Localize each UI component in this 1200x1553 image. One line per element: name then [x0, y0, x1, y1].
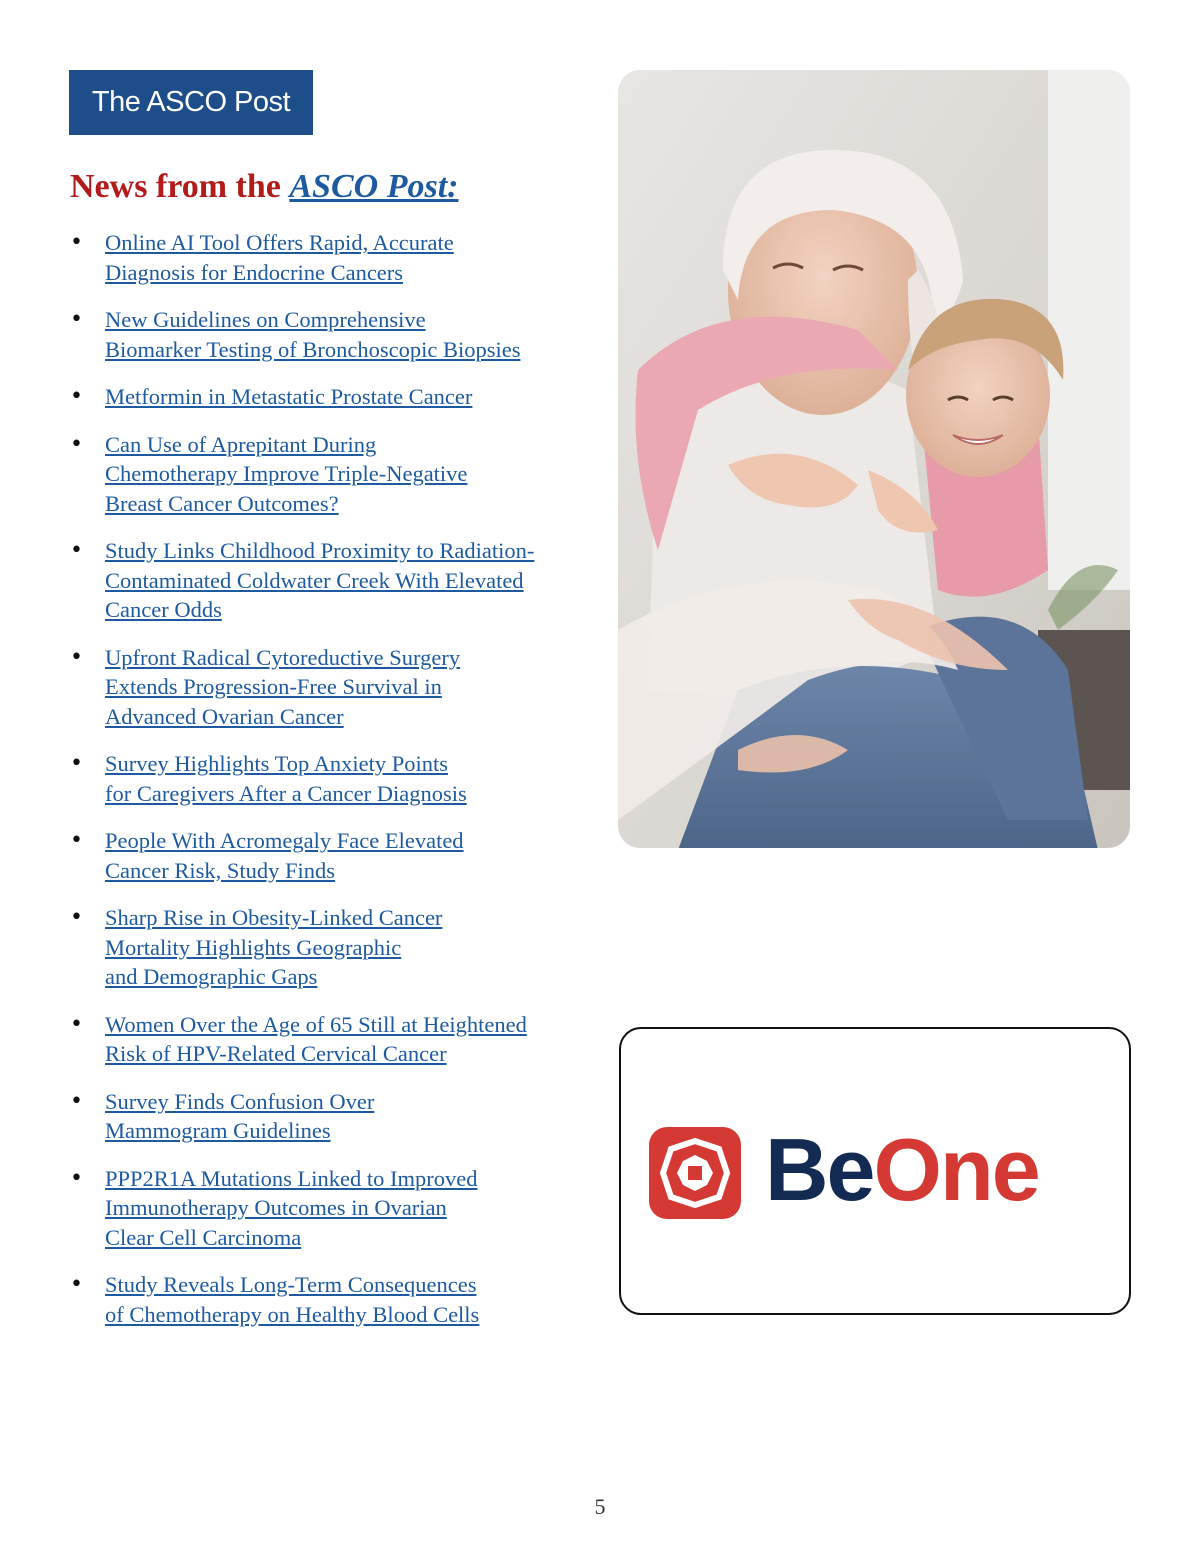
news-link[interactable] [105, 228, 590, 287]
news-link-line: Sharp Rise in Obesity-Linked Cancer [105, 905, 443, 930]
news-item [70, 643, 590, 732]
news-link-line: Chemotherapy Improve Triple-Negative [105, 461, 468, 486]
news-link-line: Contaminated Coldwater Creek With Elevated [105, 567, 524, 593]
beone-wordmark [765, 1115, 1039, 1225]
news-link-line: Risk of HPV-Related Cervical Cancer [105, 1041, 447, 1066]
bullet-icon: • [70, 1272, 83, 1297]
news-link-line: Upfront Radical Cytoreductive Surgery [105, 644, 461, 670]
news-link-line: Study Links Childhood Proximity to Radiation- [105, 538, 535, 563]
news-link-line: Biomarker Testing of Bronchoscopic Biopsies [105, 336, 521, 362]
beone-logo-icon [649, 1127, 741, 1219]
news-link-line: Metformin in Metastatic Prostate Cancer [105, 384, 473, 409]
page-number: 5 [594, 1494, 606, 1519]
news-link-line: Cancer Risk, Study Finds [105, 857, 336, 883]
bullet-icon: • [70, 1165, 83, 1191]
news-link-line: New Guidelines on Comprehensive [105, 307, 426, 332]
bullet-icon: • [70, 431, 83, 457]
news-link-line: Can Use of Aprepitant During [105, 431, 377, 457]
news-item [70, 1164, 590, 1253]
news-link-line: Immunotherapy Outcomes in Ovarian [105, 1195, 447, 1220]
news-item [70, 536, 590, 625]
news-item [70, 430, 590, 519]
bullet-icon: • [70, 1011, 83, 1037]
bullet-icon: • [70, 230, 83, 255]
bullet-icon: • [70, 1088, 83, 1114]
news-link-line: for Caregivers After a Cancer Diagnosis [105, 780, 467, 806]
news-link[interactable] [105, 1164, 590, 1253]
bullet-icon: • [70, 828, 83, 853]
news-link-line: Cancer Odds [105, 597, 222, 622]
asco-post-logo [69, 70, 313, 135]
news-link-line: Mammogram Guidelines [105, 1118, 331, 1143]
asco-post-logo-text: The ASCO Post [91, 86, 291, 118]
news-link-line: PPP2R1A Mutations Linked to Improved [105, 1165, 478, 1191]
news-link-line: and Demographic Gaps [105, 964, 318, 989]
news-link[interactable] [105, 749, 590, 808]
news-link[interactable] [105, 305, 590, 364]
news-item [70, 1010, 590, 1069]
news-item [70, 749, 590, 808]
news-link-line: Survey Highlights Top Anxiety Points [105, 751, 449, 776]
news-link[interactable] [105, 643, 590, 732]
asco-post-link[interactable]: ASCO Post: [289, 168, 459, 205]
bullet-icon: • [70, 307, 83, 332]
news-link[interactable] [105, 1010, 590, 1069]
beone-word-one: One [873, 1120, 1039, 1219]
news-link-line: Clear Cell Carcinoma [105, 1224, 302, 1250]
news-link[interactable] [105, 826, 590, 885]
news-link[interactable] [105, 430, 590, 519]
news-item [70, 1087, 590, 1146]
news-item [70, 382, 590, 412]
news-link-line: Women Over the Age of 65 Still at Heightened [105, 1011, 527, 1037]
news-link-line: Extends Progression-Free Survival in [105, 674, 442, 699]
bullet-icon: • [70, 384, 83, 409]
bullet-icon: • [70, 538, 83, 563]
news-link-line: Study Reveals Long-Term Consequences [105, 1272, 477, 1297]
page-headline [70, 168, 458, 206]
bullet-icon: • [70, 644, 83, 670]
beone-sponsor-card[interactable] [619, 1027, 1131, 1315]
news-link-line: Diagnosis for Endocrine Cancers [105, 259, 404, 285]
news-list [70, 228, 590, 1347]
news-item [70, 826, 590, 885]
bullet-icon: • [70, 751, 83, 776]
patient-photo [618, 70, 1130, 848]
news-link-line: Advanced Ovarian Cancer [105, 703, 344, 729]
news-item [70, 305, 590, 364]
news-link[interactable] [105, 1087, 590, 1146]
news-link[interactable] [105, 903, 590, 992]
news-item [70, 228, 590, 287]
news-link-line: People With Acromegaly Face Elevated [105, 828, 464, 853]
news-link[interactable] [105, 1270, 590, 1329]
beone-word-be: Be [765, 1120, 874, 1219]
news-item [70, 903, 590, 992]
news-item [70, 1270, 590, 1329]
news-link-line: Survey Finds Confusion Over [105, 1088, 375, 1114]
news-link-line: of Chemotherapy on Healthy Blood Cells [105, 1301, 480, 1327]
headline-prefix: News from the [70, 168, 290, 205]
news-link[interactable] [105, 382, 590, 412]
news-link[interactable] [105, 536, 590, 625]
bullet-icon: • [70, 905, 83, 930]
news-link-line: Mortality Highlights Geographic [105, 934, 402, 960]
news-link-line: Breast Cancer Outcomes? [105, 490, 339, 516]
news-link-line: Online AI Tool Offers Rapid, Accurate [105, 230, 454, 255]
